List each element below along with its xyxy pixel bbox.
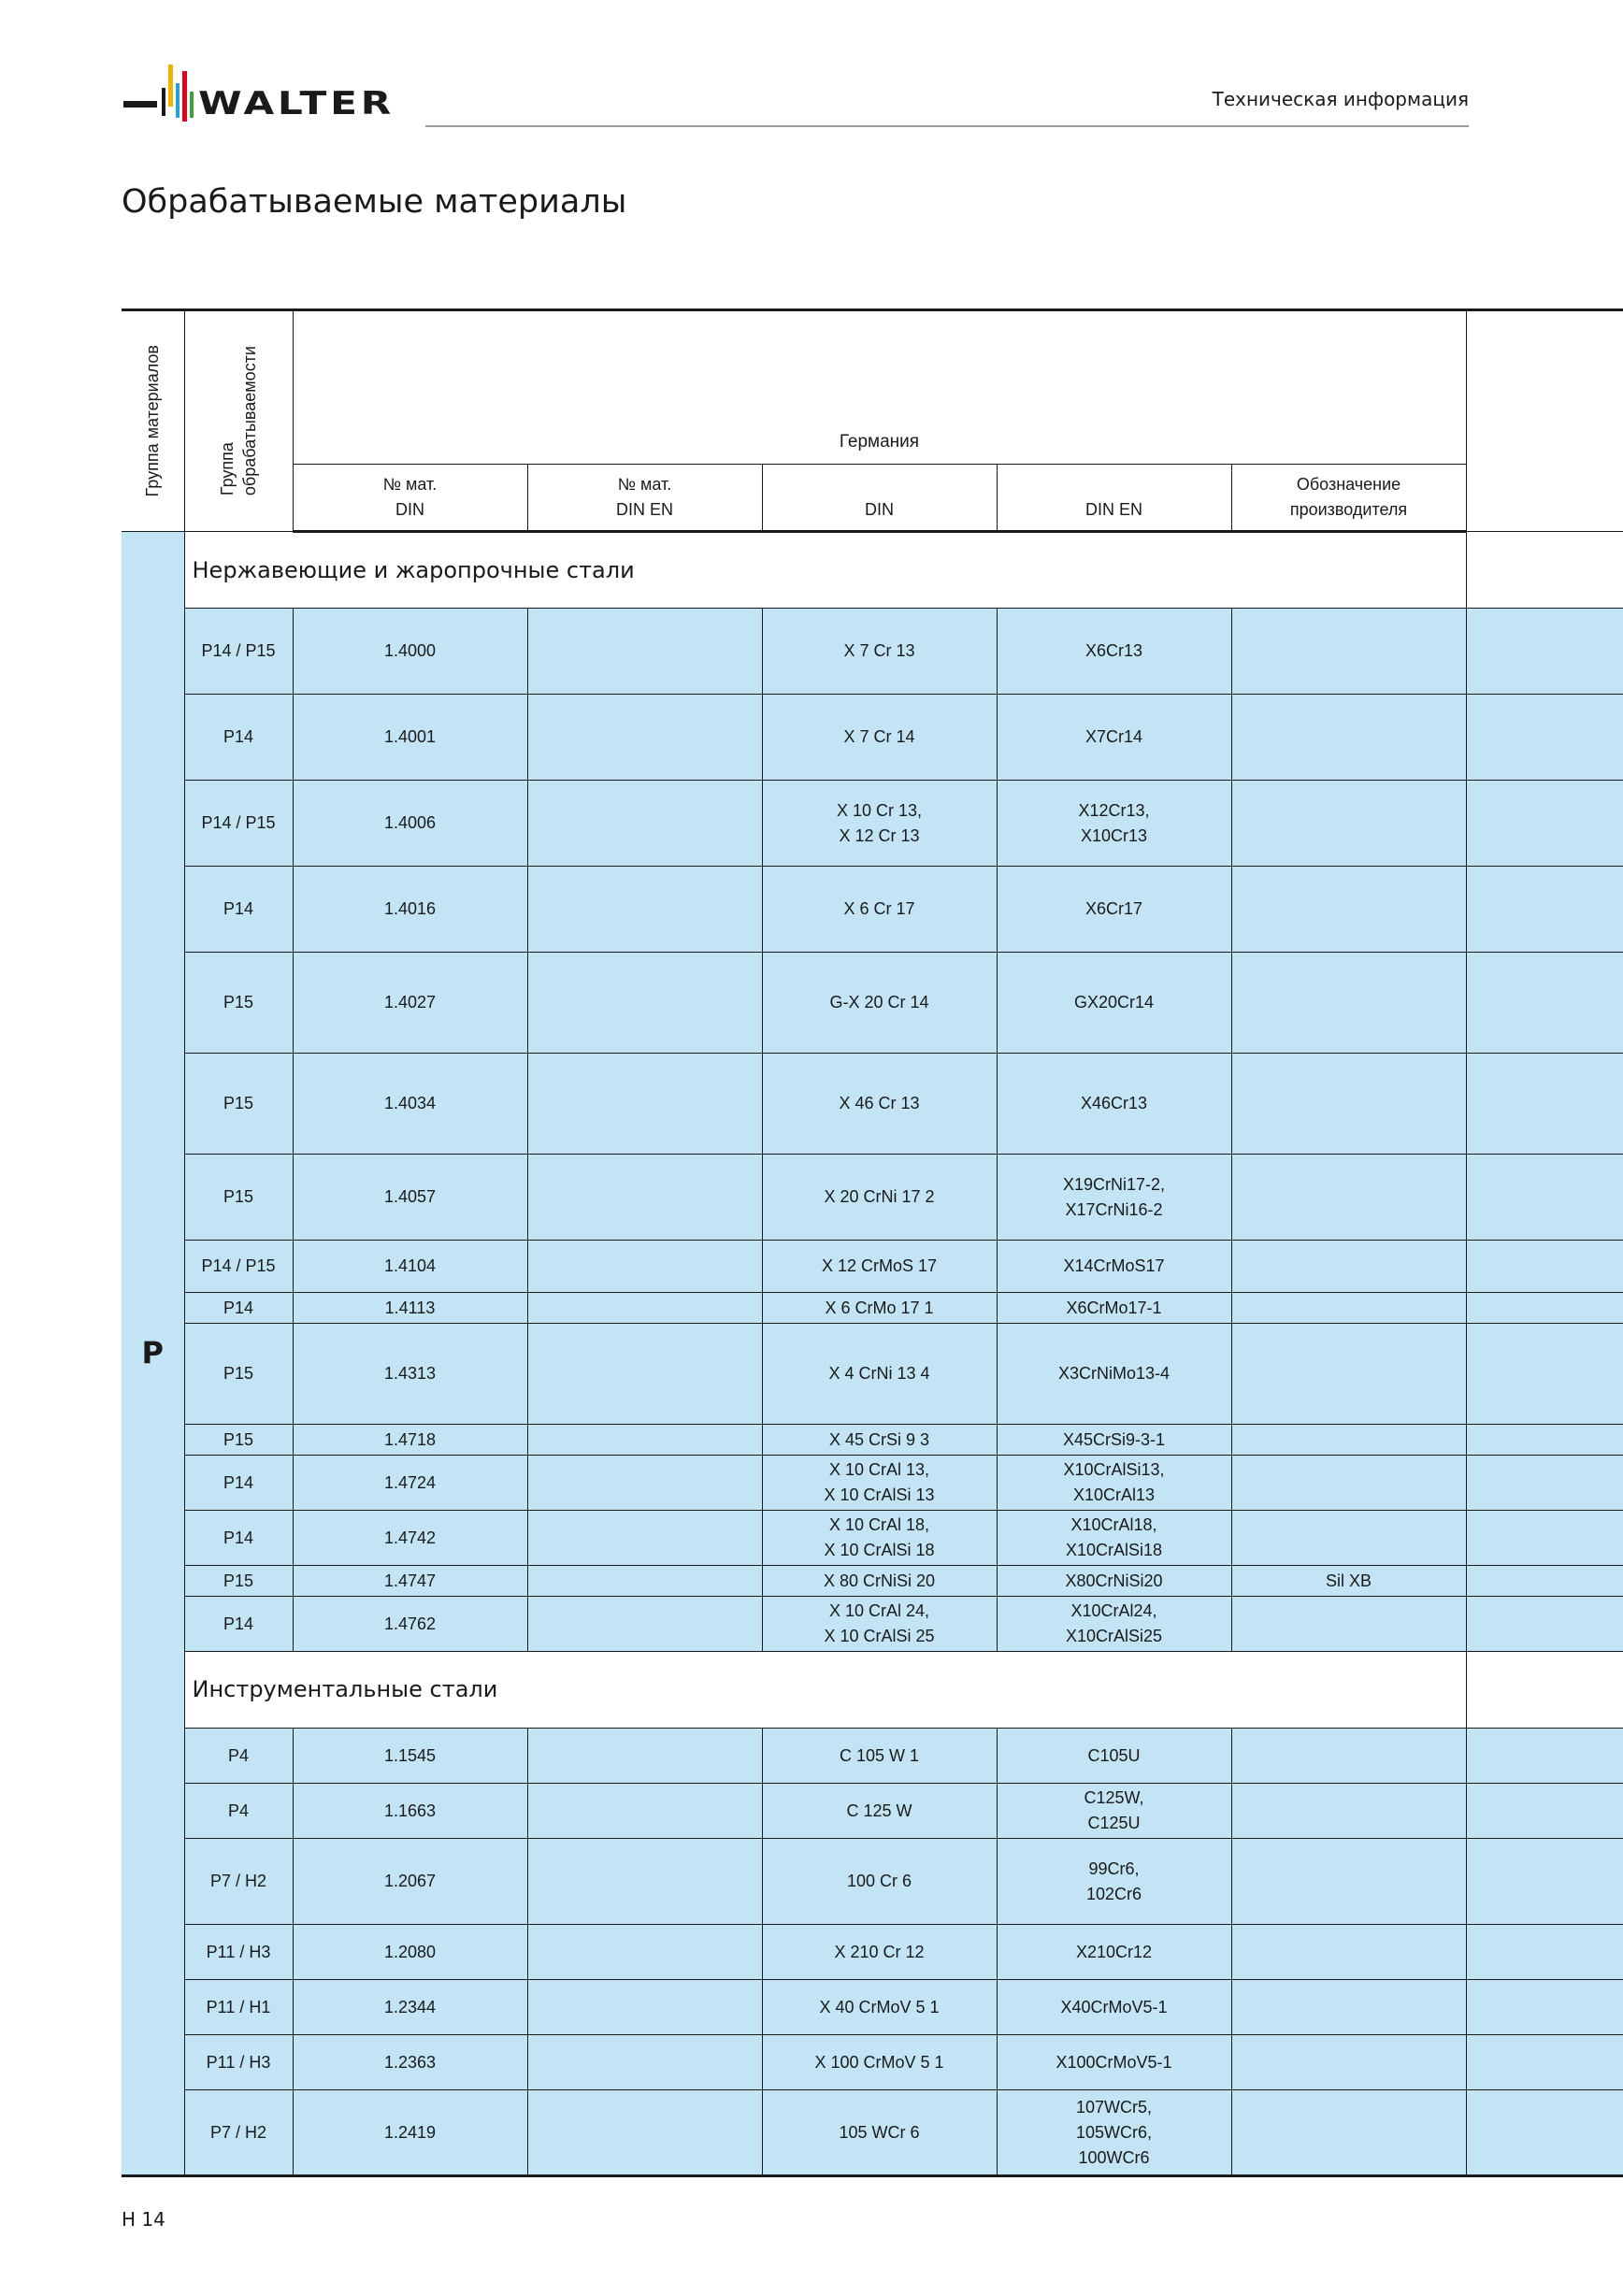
din-cell: C 125 W — [762, 1784, 997, 1839]
next-column-cell — [1466, 1425, 1623, 1456]
next-column-cell — [1466, 1155, 1623, 1241]
din-en-cell: X40CrMoV5-1 — [997, 1980, 1231, 2035]
mat-din-en-cell — [527, 695, 762, 781]
mat-din-en-cell — [527, 1054, 762, 1155]
din-en-cell: X100CrMoV5-1 — [997, 2035, 1231, 2090]
section-next-cell — [1466, 532, 1623, 609]
din-cell: X 10 CrAl 24, X 10 CrAlSi 25 — [762, 1597, 997, 1652]
machinability-group-cell: P7 / H2 — [184, 2090, 293, 2176]
mat-din-en-cell — [527, 781, 762, 867]
table-row — [122, 1293, 1623, 1324]
table-row — [122, 1324, 1623, 1425]
din-en-cell: X6CrMo17-1 — [997, 1293, 1231, 1324]
din-cell: X 46 Cr 13 — [762, 1054, 997, 1155]
machinability-group-cell: P15 — [184, 1566, 293, 1597]
next-column-cell — [1466, 695, 1623, 781]
next-column-cell — [1466, 1729, 1623, 1784]
mat-din-en-cell — [527, 1511, 762, 1566]
section-label: Техническая информация — [1212, 88, 1469, 110]
mat-din-en-cell — [527, 1925, 762, 1980]
din-cell: X 6 CrMo 17 1 — [762, 1293, 997, 1324]
machinability-group-cell: P7 / H2 — [184, 1839, 293, 1925]
table-row — [122, 1784, 1623, 1839]
din-en-cell: 107WCr5, 105WCr6, 100WCr6 — [997, 2090, 1231, 2176]
mat-din-cell: 1.4742 — [293, 1511, 527, 1566]
machinability-group-cell: P14 / P15 — [184, 781, 293, 867]
mat-din-en-cell — [527, 609, 762, 695]
machinability-group-cell: P11 / H1 — [184, 1980, 293, 2035]
mat-din-en-cell — [527, 2035, 762, 2090]
machinability-group-cell: P11 / H3 — [184, 2035, 293, 2090]
maker-cell — [1231, 609, 1466, 695]
mat-din-cell: 1.4104 — [293, 1241, 527, 1293]
next-column-cell — [1466, 1241, 1623, 1293]
maker-cell — [1231, 2035, 1466, 2090]
header-din: DIN — [762, 465, 997, 532]
maker-cell — [1231, 1729, 1466, 1784]
machinability-group-cell: P11 / H3 — [184, 1925, 293, 1980]
section-title: Инструментальные стали — [184, 1652, 1466, 1729]
mat-din-cell: 1.1545 — [293, 1729, 527, 1784]
din-cell: 100 Cr 6 — [762, 1839, 997, 1925]
section-row — [122, 532, 1623, 609]
section-row — [122, 1652, 1623, 1729]
din-cell: X 210 Cr 12 — [762, 1925, 997, 1980]
materials-table — [122, 309, 1623, 2177]
mat-din-en-cell — [527, 2090, 762, 2176]
machinability-group-cell: P14 / P15 — [184, 609, 293, 695]
mat-din-cell: 1.4113 — [293, 1293, 527, 1324]
din-cell: X 4 CrNi 13 4 — [762, 1324, 997, 1425]
din-cell: X 6 Cr 17 — [762, 867, 997, 953]
din-cell: X 10 CrAl 18, X 10 CrAlSi 18 — [762, 1511, 997, 1566]
maker-cell — [1231, 1784, 1466, 1839]
din-en-cell: X3CrNiMo13-4 — [997, 1324, 1231, 1425]
table-row — [122, 781, 1623, 867]
din-cell: X 7 Cr 14 — [762, 695, 997, 781]
din-en-cell: X10CrAlSi13, X10CrAl13 — [997, 1456, 1231, 1511]
next-column-cell — [1466, 1925, 1623, 1980]
din-en-cell: GX20Cr14 — [997, 953, 1231, 1054]
table-row — [122, 1456, 1623, 1511]
table-row — [122, 1511, 1623, 1566]
mat-din-en-cell — [527, 867, 762, 953]
header-next-column — [1466, 310, 1623, 532]
din-en-cell: X6Cr17 — [997, 867, 1231, 953]
next-column-cell — [1466, 1566, 1623, 1597]
next-column-cell — [1466, 1784, 1623, 1839]
maker-cell — [1231, 781, 1466, 867]
mat-din-cell: 1.2067 — [293, 1839, 527, 1925]
machinability-group-cell: P15 — [184, 953, 293, 1054]
next-column-cell — [1466, 2090, 1623, 2176]
table-row — [122, 1980, 1623, 2035]
mat-din-en-cell — [527, 1566, 762, 1597]
machinability-group-cell: P4 — [184, 1784, 293, 1839]
mat-din-cell: 1.4016 — [293, 867, 527, 953]
din-cell: X 7 Cr 13 — [762, 609, 997, 695]
mat-din-cell: 1.1663 — [293, 1784, 527, 1839]
machinability-group-cell: P14 — [184, 1293, 293, 1324]
brand-name: WALTER — [198, 85, 395, 122]
mat-din-en-cell — [527, 1839, 762, 1925]
table-row — [122, 953, 1623, 1054]
next-column-cell — [1466, 1511, 1623, 1566]
page-title: Обрабатываемые материалы — [122, 183, 627, 221]
next-column-cell — [1466, 1980, 1623, 2035]
mat-din-cell: 1.2363 — [293, 2035, 527, 2090]
din-cell: G-X 20 Cr 14 — [762, 953, 997, 1054]
mat-din-en-cell — [527, 1784, 762, 1839]
mat-din-en-cell — [527, 1425, 762, 1456]
page-number: H 14 — [122, 2208, 165, 2231]
mat-din-cell: 1.2344 — [293, 1980, 527, 2035]
maker-cell — [1231, 1925, 1466, 1980]
mat-din-cell: 1.4057 — [293, 1155, 527, 1241]
section-next-cell — [1466, 1652, 1623, 1729]
mat-din-cell: 1.4313 — [293, 1324, 527, 1425]
mat-din-cell: 1.2080 — [293, 1925, 527, 1980]
header-machinability-group — [184, 310, 293, 532]
table-row — [122, 1054, 1623, 1155]
maker-cell — [1231, 1597, 1466, 1652]
maker-cell — [1231, 1980, 1466, 2035]
table-row — [122, 1925, 1623, 1980]
mat-din-cell: 1.4001 — [293, 695, 527, 781]
mat-din-en-cell — [527, 1980, 762, 2035]
next-column-cell — [1466, 781, 1623, 867]
mat-din-cell: 1.4000 — [293, 609, 527, 695]
maker-cell — [1231, 1839, 1466, 1925]
maker-cell — [1231, 1054, 1466, 1155]
table-row — [122, 1425, 1623, 1456]
mat-din-en-cell — [527, 1324, 762, 1425]
din-cell: X 40 CrMoV 5 1 — [762, 1980, 997, 2035]
mat-din-en-cell — [527, 1155, 762, 1241]
din-en-cell: X6Cr13 — [997, 609, 1231, 695]
machinability-group-cell: P14 / P15 — [184, 1241, 293, 1293]
table-row — [122, 1839, 1623, 1925]
din-en-cell: X45CrSi9-3-1 — [997, 1425, 1231, 1456]
header-material-group-label: Группа материалов — [143, 345, 163, 497]
din-cell: X 10 CrAl 13, X 10 CrAlSi 13 — [762, 1456, 997, 1511]
maker-cell: Sil XB — [1231, 1566, 1466, 1597]
maker-cell — [1231, 1456, 1466, 1511]
table-row — [122, 1241, 1623, 1293]
maker-cell — [1231, 1425, 1466, 1456]
mat-din-en-cell — [527, 1729, 762, 1784]
next-column-cell — [1466, 1054, 1623, 1155]
header-divider — [425, 125, 1469, 127]
table-row — [122, 1597, 1623, 1652]
din-cell: C 105 W 1 — [762, 1729, 997, 1784]
machinability-group-cell: P15 — [184, 1054, 293, 1155]
table-row — [122, 609, 1623, 695]
din-en-cell: C125W, C125U — [997, 1784, 1231, 1839]
next-column-cell — [1466, 1293, 1623, 1324]
din-cell: X 80 CrNiSi 20 — [762, 1566, 997, 1597]
din-en-cell: X10CrAl24, X10CrAlSi25 — [997, 1597, 1231, 1652]
header-material-group — [122, 310, 184, 532]
maker-cell — [1231, 953, 1466, 1054]
din-en-cell: X46Cr13 — [997, 1054, 1231, 1155]
mat-din-cell: 1.4724 — [293, 1456, 527, 1511]
din-cell: X 20 CrNi 17 2 — [762, 1155, 997, 1241]
mat-din-en-cell — [527, 953, 762, 1054]
mat-din-cell: 1.4762 — [293, 1597, 527, 1652]
din-cell: X 10 Cr 13, X 12 Cr 13 — [762, 781, 997, 867]
din-en-cell: X10CrAl18, X10CrAlSi18 — [997, 1511, 1231, 1566]
din-en-cell: X19CrNi17-2, X17CrNi16-2 — [997, 1155, 1231, 1241]
header-mat-din: № мат. DIN — [293, 465, 527, 532]
din-en-cell: 99Cr6, 102Cr6 — [997, 1839, 1231, 1925]
next-column-cell — [1466, 2035, 1623, 2090]
machinability-group-cell: P15 — [184, 1155, 293, 1241]
mat-din-cell: 1.4006 — [293, 781, 527, 867]
table-body — [122, 532, 1623, 2176]
machinability-group-cell: P14 — [184, 1511, 293, 1566]
din-en-cell: X80CrNiSi20 — [997, 1566, 1231, 1597]
maker-cell — [1231, 1324, 1466, 1425]
mat-din-en-cell — [527, 1597, 762, 1652]
maker-cell — [1231, 1293, 1466, 1324]
din-en-cell: X12Cr13, X10Cr13 — [997, 781, 1231, 867]
next-column-cell — [1466, 1597, 1623, 1652]
maker-cell — [1231, 867, 1466, 953]
next-column-cell — [1466, 1324, 1623, 1425]
din-en-cell: X210Cr12 — [997, 1925, 1231, 1980]
header-country: Германия — [293, 310, 1466, 465]
maker-cell — [1231, 2090, 1466, 2176]
section-title: Нержавеющие и жаропрочные стали — [184, 532, 1466, 609]
mat-din-cell: 1.2419 — [293, 2090, 527, 2176]
table-row — [122, 1566, 1623, 1597]
machinability-group-cell: P15 — [184, 1324, 293, 1425]
header-maker: Обозначение производителя — [1231, 465, 1466, 532]
next-column-cell — [1466, 1839, 1623, 1925]
din-cell: X 12 CrMoS 17 — [762, 1241, 997, 1293]
machinability-group-cell: P14 — [184, 695, 293, 781]
next-column-cell — [1466, 609, 1623, 695]
table-row — [122, 2035, 1623, 2090]
mat-din-cell: 1.4034 — [293, 1054, 527, 1155]
machinability-group-cell: P14 — [184, 867, 293, 953]
machinability-group-cell: P14 — [184, 1597, 293, 1652]
din-en-cell: X14CrMoS17 — [997, 1241, 1231, 1293]
table-row — [122, 2090, 1623, 2176]
mat-din-cell: 1.4718 — [293, 1425, 527, 1456]
table-row — [122, 695, 1623, 781]
table-row — [122, 1155, 1623, 1241]
din-cell: X 100 CrMoV 5 1 — [762, 2035, 997, 2090]
din-cell: X 45 CrSi 9 3 — [762, 1425, 997, 1456]
maker-cell — [1231, 1241, 1466, 1293]
mat-din-cell: 1.4027 — [293, 953, 527, 1054]
header-machinability-group-label: Группа обрабатываемости — [218, 346, 259, 496]
next-column-cell — [1466, 953, 1623, 1054]
machinability-group-cell: P4 — [184, 1729, 293, 1784]
header-mat-din-en: № мат. DIN EN — [527, 465, 762, 532]
machinability-group-cell: P14 — [184, 1456, 293, 1511]
table-row — [122, 1729, 1623, 1784]
maker-cell — [1231, 1511, 1466, 1566]
table-row — [122, 867, 1623, 953]
mat-din-en-cell — [527, 1241, 762, 1293]
maker-cell — [1231, 1155, 1466, 1241]
din-en-cell: X7Cr14 — [997, 695, 1231, 781]
machinability-group-cell: P15 — [184, 1425, 293, 1456]
mat-din-en-cell — [527, 1456, 762, 1511]
mat-din-en-cell — [527, 1293, 762, 1324]
din-cell: 105 WCr 6 — [762, 2090, 997, 2176]
maker-cell — [1231, 695, 1466, 781]
mat-din-cell: 1.4747 — [293, 1566, 527, 1597]
material-group-letter: P — [122, 532, 184, 2176]
next-column-cell — [1466, 1456, 1623, 1511]
next-column-cell — [1466, 867, 1623, 953]
din-en-cell: C105U — [997, 1729, 1231, 1784]
header-din-en: DIN EN — [997, 465, 1231, 532]
walter-logo — [122, 60, 397, 135]
